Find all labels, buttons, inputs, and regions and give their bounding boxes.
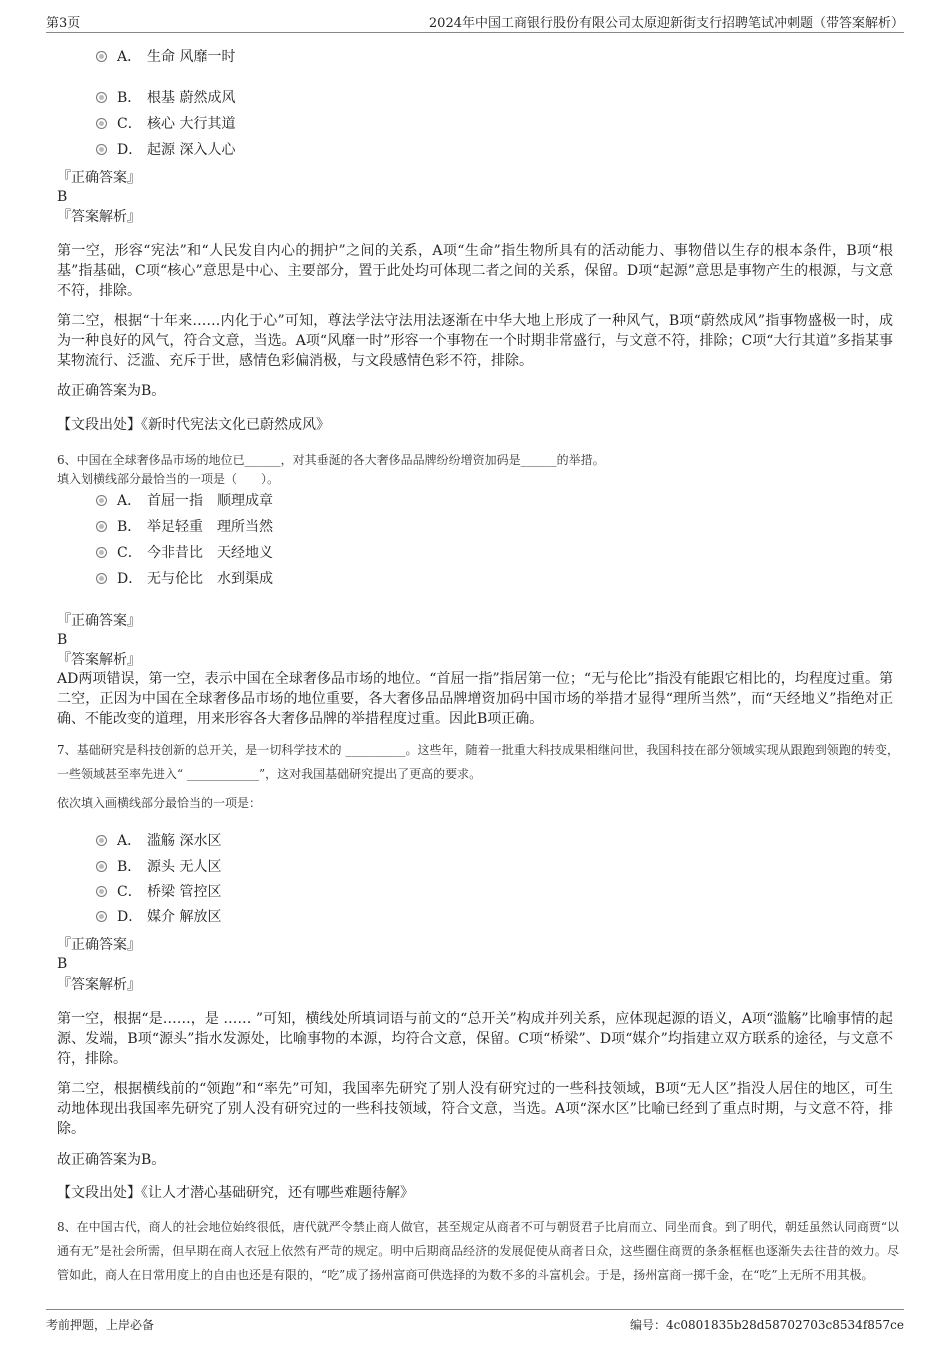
page-number: 第3页 bbox=[46, 16, 81, 31]
radio-icon[interactable] bbox=[96, 861, 107, 872]
document-title: 2024年中国工商银行股份有限公司太原迎新街支行招聘笔试冲刺题（带答案解析） bbox=[428, 16, 904, 31]
q6-analysis: AD两项错误，第一空，表示中国在全球奢侈品市场的地位。“首屈一指”指居第一位；“无与伦比”指没有能跟它相比的，均程度过重。第二空，正因为中国在全球奢侈品市场的地位重要，各大奢侈品品牌增资加码中国市场的举措才显得“理所当然”，而“天经地义”指绝对正确、不能改变的道理，用来形容各大奢侈品牌的举措程度过重。因此B项正确。 bbox=[57, 671, 893, 727]
q7-option-a[interactable]: A． 滥觞 深水区 bbox=[96, 832, 221, 850]
q7-answer-label: 『正确答案』 bbox=[57, 937, 141, 953]
q6-answer-label: 『正确答案』 bbox=[57, 613, 141, 629]
q5-answer-label: 『正确答案』 bbox=[57, 170, 141, 186]
radio-icon[interactable] bbox=[96, 92, 107, 103]
q7-analysis-label: 『答案解析』 bbox=[57, 977, 141, 993]
q6-option-a[interactable]: A． 首屈一指 顺理成章 bbox=[96, 492, 273, 510]
q7-option-c[interactable]: C． 桥梁 管控区 bbox=[96, 883, 221, 901]
radio-icon[interactable] bbox=[96, 547, 107, 558]
q6-option-b[interactable]: B． 举足轻重 理所当然 bbox=[96, 518, 273, 536]
q5-option-d[interactable]: D． 起源 深入人心 bbox=[96, 141, 235, 159]
q5-option-c[interactable]: C． 核心 大行其道 bbox=[96, 115, 235, 133]
radio-icon[interactable] bbox=[96, 521, 107, 532]
footer-divider bbox=[46, 1309, 904, 1310]
radio-icon[interactable] bbox=[96, 51, 107, 62]
radio-icon[interactable] bbox=[96, 835, 107, 846]
q7-option-d[interactable]: D． 媒介 解放区 bbox=[96, 908, 221, 926]
q5-analysis-para2: 第二空，根据“十年来……内化于心”可知，尊法学法守法用法逐渐在中华大地上形成了一种风气，B项“蔚然成风”指事物盛极一时，成为一种良好的风气，符合文意，当选。A项“风靡一时”形容一个事物在一个时期非常盛行，与文意不符，排除；C项“大行其道”多指某事某物流行、泛滥、充斥于世，感情色彩偏消极，与文段感情色彩不符，排除。 bbox=[57, 313, 893, 369]
q5-conclusion: 故正确答案为B。 bbox=[57, 383, 166, 399]
radio-icon[interactable] bbox=[96, 886, 107, 897]
q6-option-d[interactable]: D． 无与伦比 水到渠成 bbox=[96, 570, 273, 588]
q5-analysis-para1: 第一空，形容“宪法”和“人民发自内心的拥护”之间的关系，A项“生命”指生物所具有的活动能力、事物借以生存的根本条件，B项“根基”指基础，C项“核心”意思是中心、主要部分，置于此处均可体现二者之间的关系，保留。D项“起源”意思是事物产生的根源，与文意不符，排除。 bbox=[57, 243, 893, 299]
q7-option-b[interactable]: B． 源头 无人区 bbox=[96, 858, 221, 876]
q5-analysis-label: 『答案解析』 bbox=[57, 209, 141, 225]
q7-analysis-para1: 第一空，根据“是……，是 …… ”可知，横线处所填词语与前文的“总开关”构成并列关系，应体现起源的语义，A项“滥觞”比喻事情的起源、发端，B项“源头”指水发源处，比喻事物的本源，均符合文意，保留。C项“桥梁”、D项“媒介”均指建立双方联系的途径，与文意不符，排除。 bbox=[57, 1011, 893, 1067]
q7-conclusion: 故正确答案为B。 bbox=[57, 1152, 166, 1168]
radio-icon[interactable] bbox=[96, 144, 107, 155]
radio-icon[interactable] bbox=[96, 118, 107, 129]
footer-slogan: 考前押题，上岸必备 bbox=[46, 1318, 155, 1332]
q7-answer: B bbox=[57, 956, 68, 972]
q5-option-b[interactable]: B． 根基 蔚然成风 bbox=[96, 89, 235, 107]
q6-answer: B bbox=[57, 632, 68, 648]
header-divider bbox=[46, 32, 904, 33]
radio-icon[interactable] bbox=[96, 573, 107, 584]
q6-analysis-label: 『答案解析』 bbox=[57, 652, 141, 668]
q6-option-c[interactable]: C． 今非昔比 天经地义 bbox=[96, 544, 273, 562]
q5-answer: B bbox=[57, 189, 68, 205]
footer-code: 编号：4c0801835b28d58702703c8534f857ce bbox=[630, 1318, 904, 1332]
q7-instruction: 依次填入画横线部分最恰当的一项是： bbox=[57, 796, 262, 810]
q7-stem: 7、基础研究是科技创新的总开关，是一切科学技术的 __________。这些年，随着一批重大科技成果相继问世，我国科技在部分领域实现从跟跑到领跑的转变，一些领域甚至率先进入“ ____________”，这对我国基础研究提出了更高的要求。 bbox=[57, 743, 899, 781]
q5-option-a[interactable]: A． 生命 风靡一时 bbox=[96, 48, 235, 66]
q7-analysis-para2: 第二空，根据横线前的“领跑”和“率先”可知，我国率先研究了别人没有研究过的一些科技领域，B项“无人区”指没人居住的地区，可生动地体现出我国率先研究了别人没有研究过的一些科技领域，符合文意，当选。A项“深水区”比喻已经到了重点时期，与文意不符，排除。 bbox=[57, 1081, 893, 1137]
q8-stem: 8、在中国古代，商人的社会地位始终很低，唐代就严令禁止商人做官，甚至规定从商者不可与朝贤君子比肩而立、同坐而食。到了明代，朝廷虽然认同商贾“以通有无”是社会所需，但早期在商人衣冠上依然有严苛的规定。明中后期商品经济的发展促使从商者日众，这些圈住商贾的条条框框也逐渐失去往昔的效力。尽管如此，商人在日常用度上的自由也还是有限的，“吃”成了扬州富商可供选择的为数不多的斗富机会。于是，扬州富商一掷千金，在“吃”上无所不用其极。 bbox=[57, 1220, 899, 1282]
q6-instruction: 填入划横线部分最恰当的一项是（ ）。 bbox=[57, 472, 280, 486]
q6-stem: 6、中国在全球奢侈品市场的地位已______，对其垂涎的各大奢侈品品牌纷纷增资加码是______的举措。 bbox=[57, 453, 605, 467]
radio-icon[interactable] bbox=[96, 495, 107, 506]
q5-source: 【文段出处】《新时代宪法文化已蔚然成风》 bbox=[57, 417, 330, 433]
q7-source: 【文段出处】《让人才潜心基础研究，还有哪些难题待解》 bbox=[57, 1185, 414, 1201]
radio-icon[interactable] bbox=[96, 911, 107, 922]
